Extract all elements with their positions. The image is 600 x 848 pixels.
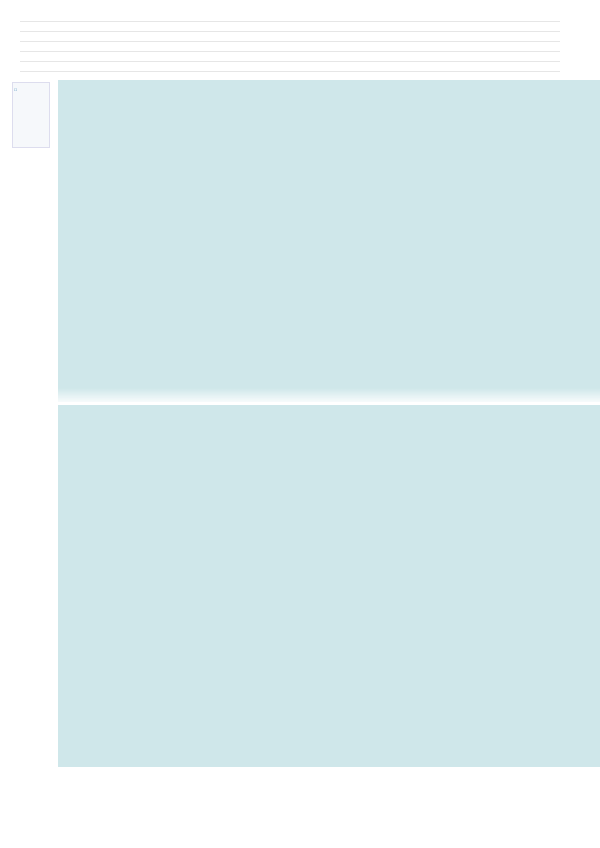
- question-panel-bottom: [58, 405, 600, 767]
- rations-table: [61, 118, 379, 402]
- question-panel-top: [58, 80, 600, 402]
- flag-question-link[interactable]: [14, 88, 48, 92]
- question-info: [12, 82, 50, 148]
- flag-icon: ☐: [14, 88, 18, 92]
- rations-table-continued: [61, 405, 379, 767]
